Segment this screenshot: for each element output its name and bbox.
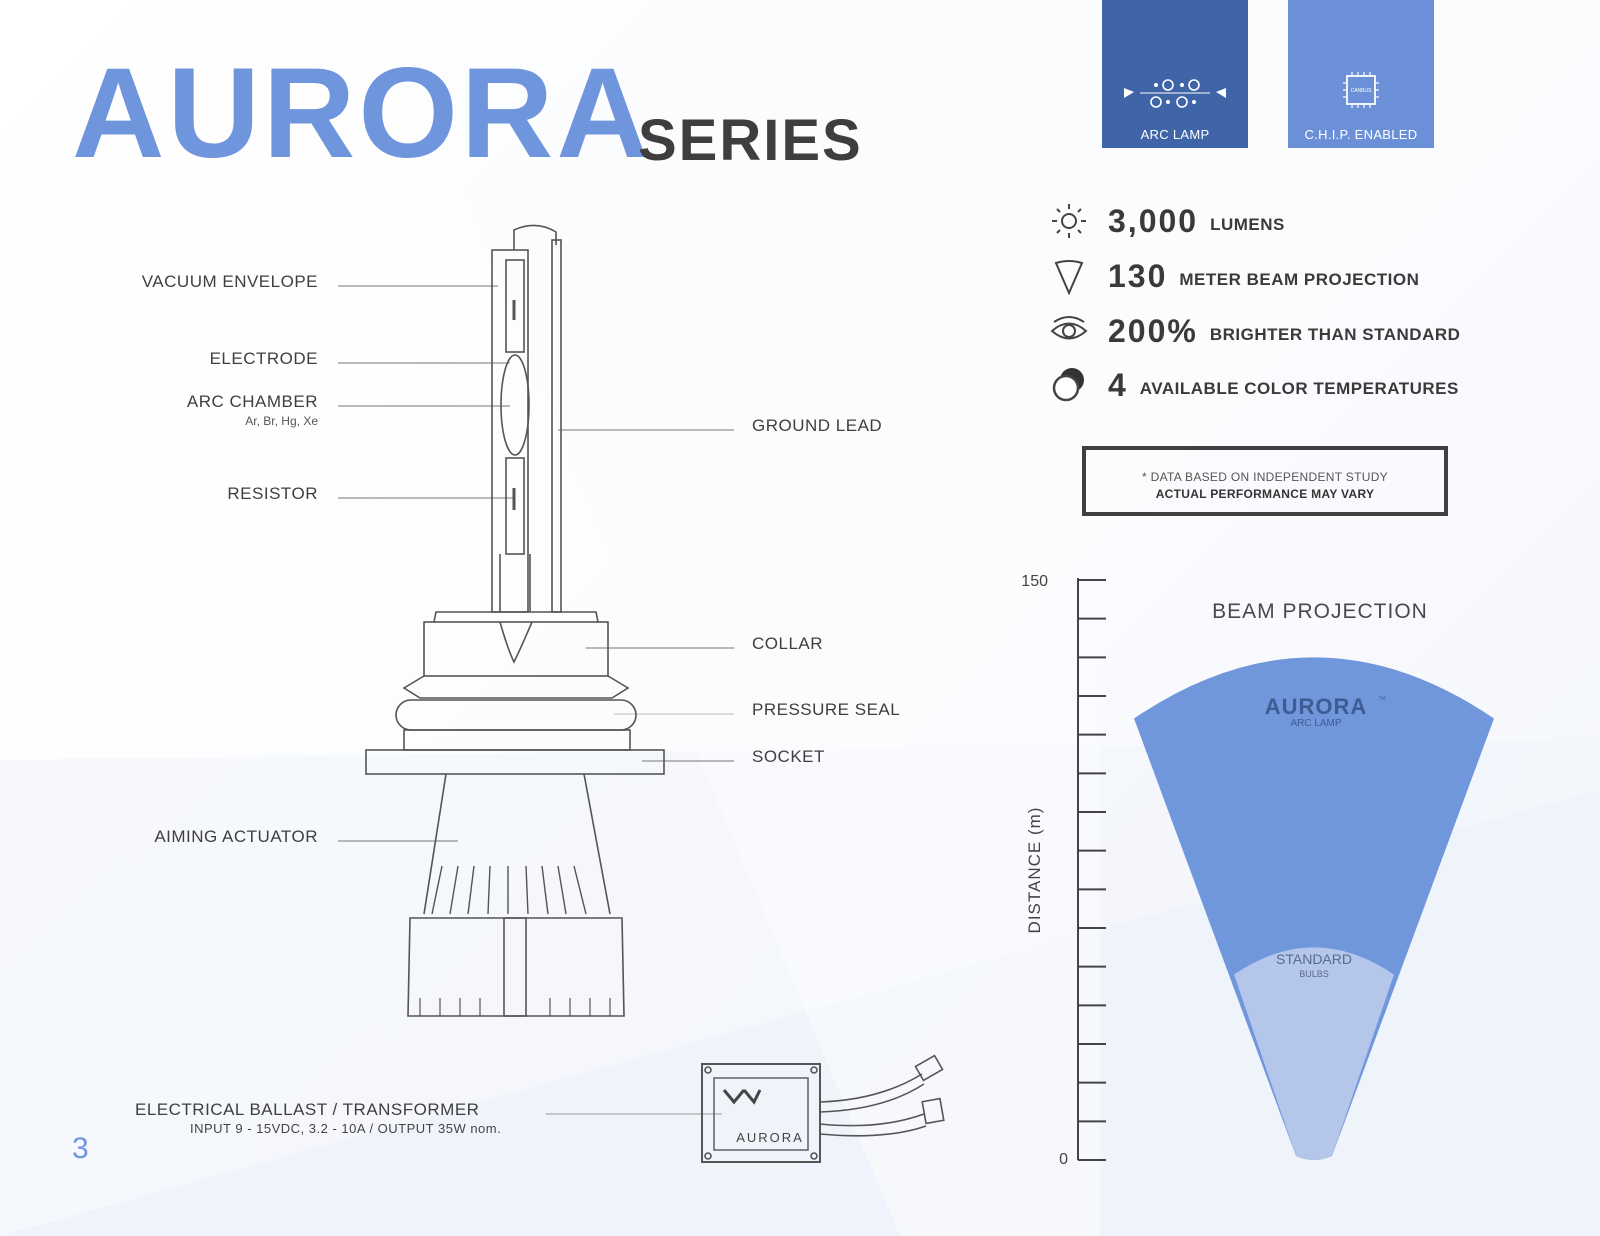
color-temperature-icon bbox=[1050, 366, 1088, 404]
series-subtitle: SERIES bbox=[638, 108, 863, 173]
chip-text: CANBUS bbox=[1350, 88, 1372, 94]
disclaimer-box bbox=[1082, 446, 1448, 516]
beam-projection-chart bbox=[1020, 570, 1540, 1170]
standard-beam-area bbox=[1234, 947, 1394, 1160]
page-number: 3 bbox=[72, 1132, 89, 1165]
label-aiming-actuator: AIMING ACTUATOR bbox=[154, 827, 318, 846]
chip-icon bbox=[1288, 70, 1434, 110]
label-ballast: ELECTRICAL BALLAST / TRANSFORMER bbox=[135, 1100, 480, 1119]
eye-icon bbox=[1050, 312, 1088, 350]
spec-text: AVAILABLE COLOR TEMPERATURES bbox=[1139, 379, 1459, 398]
arc-lamp-icon bbox=[1102, 78, 1248, 112]
series-sublabel-aurora: ARC LAMP bbox=[1290, 718, 1342, 729]
badge-arc-lamp bbox=[1102, 0, 1248, 148]
label-collar: COLLAR bbox=[752, 634, 824, 653]
y-axis-label: DISTANCE (m) bbox=[1025, 806, 1044, 934]
series-label-standard: STANDARD bbox=[1276, 951, 1352, 967]
spec-brightness bbox=[1050, 312, 1460, 350]
disclaimer-line-1: * DATA BASED ON INDEPENDENT STUDY bbox=[1142, 470, 1388, 484]
trademark-mark: ™ bbox=[1378, 695, 1386, 704]
label-vacuum-envelope: VACUUM ENVELOPE bbox=[141, 272, 318, 291]
label-resistor: RESISTOR bbox=[227, 484, 318, 503]
spec-number: 3,000 bbox=[1108, 202, 1199, 239]
sun-icon bbox=[1050, 202, 1088, 240]
y-axis-ticks bbox=[1078, 580, 1106, 1160]
beam-cone-icon bbox=[1050, 257, 1088, 295]
spec-lumens bbox=[1050, 202, 1285, 240]
label-arc-chamber: ARC CHAMBER bbox=[186, 392, 318, 411]
spec-number: 200% bbox=[1108, 312, 1198, 349]
chart-title: BEAM PROJECTION bbox=[1212, 600, 1428, 623]
brand-title: AURORA bbox=[72, 42, 652, 185]
series-sublabel-standard: BULBS bbox=[1299, 969, 1329, 979]
spec-text: LUMENS bbox=[1210, 215, 1285, 234]
spec-text: METER BEAM PROJECTION bbox=[1179, 270, 1420, 289]
spec-beam bbox=[1050, 257, 1419, 295]
spec-color-temperatures bbox=[1050, 366, 1459, 404]
disclaimer-line-2: ACTUAL PERFORMANCE MAY VARY bbox=[1155, 487, 1375, 501]
label-pressure-seal: PRESSURE SEAL bbox=[752, 700, 901, 719]
y-tick-label-min: 0 bbox=[1059, 1151, 1068, 1168]
label-arc-chamber-gases: Ar, Br, Hg, Xe bbox=[245, 414, 318, 428]
badge-chip-enabled bbox=[1288, 0, 1434, 148]
label-ground-lead: GROUND LEAD bbox=[752, 416, 883, 435]
label-ballast-spec: INPUT 9 - 15VDC, 3.2 - 10A / OUTPUT 35W nom. bbox=[190, 1121, 502, 1136]
spec-text: BRIGHTER THAN STANDARD bbox=[1209, 325, 1461, 344]
spec-number: 4 bbox=[1108, 366, 1128, 403]
series-label-aurora: AURORA bbox=[1264, 694, 1368, 719]
badge-label: ARC LAMP bbox=[1140, 127, 1210, 142]
badge-label: C.H.I.P. ENABLED bbox=[1304, 127, 1418, 142]
ballast-brand: AURORA bbox=[736, 1130, 804, 1145]
label-electrode: ELECTRODE bbox=[209, 349, 318, 368]
spec-number: 130 bbox=[1108, 257, 1168, 294]
y-tick-label-max: 150 bbox=[1021, 573, 1048, 590]
label-socket: SOCKET bbox=[752, 747, 825, 766]
